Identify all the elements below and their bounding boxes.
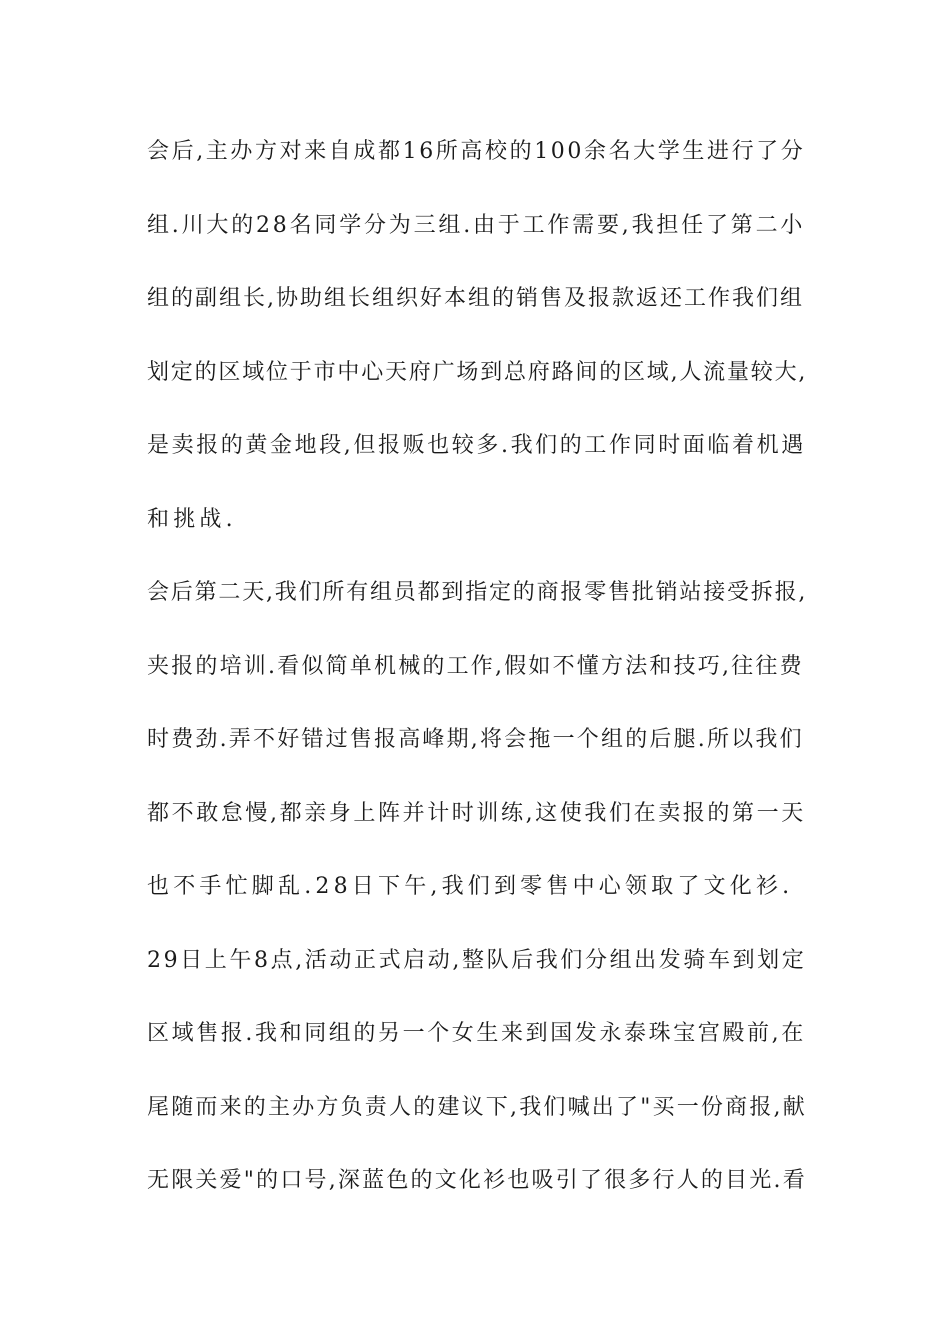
text-line: 夹报的培训.看似简单机械的工作,假如不懂方法和技巧,往往费	[147, 653, 804, 679]
text-line: 是卖报的黄金地段,但报贩也较多.我们的工作同时面临着机遇	[147, 433, 806, 458]
text-line: 会后第二天,我们所有组员都到指定的商报零售批销站接受拆报,	[147, 580, 808, 605]
text-line: 组的副组长,协助组长组织好本组的销售及报款返还工作我们组	[147, 286, 804, 311]
text-line: 无限关爱"的口号,深蓝色的文化衫也吸引了很多行人的目光.看	[147, 1168, 807, 1193]
text-line: 也不手忙脚乱.28日下午,我们到零售中心领取了文化衫.	[147, 874, 794, 899]
text-line: 组.川大的28名同学分为三组.由于工作需要,我担任了第二小	[147, 212, 806, 238]
text-line: 会后,主办方对来自成都16所高校的100余名大学生进行了分	[147, 139, 806, 164]
text-line: 和挑战.	[147, 506, 237, 532]
text-line: 时费劲.弄不好错过售报高峰期,将会拖一个组的后腿.所以我们	[147, 727, 804, 752]
body-text	[147, 130, 807, 1233]
text-line: 都不敢怠慢,都亲身上阵并计时训练,这使我们在卖报的第一天	[147, 800, 806, 826]
text-line: 29日上午8点,活动正式启动,整队后我们分组出发骑车到划定	[147, 947, 807, 973]
text-line: 区域售报.我和同组的另一个女生来到国发永泰珠宝宫殿前,在	[147, 1021, 806, 1046]
text-line: 划定的区域位于市中心天府广场到总府路间的区域,人流量较大,	[147, 359, 808, 385]
text-line: 尾随而来的主办方负责人的建议下,我们喊出了"买一份商报,献	[147, 1094, 807, 1120]
